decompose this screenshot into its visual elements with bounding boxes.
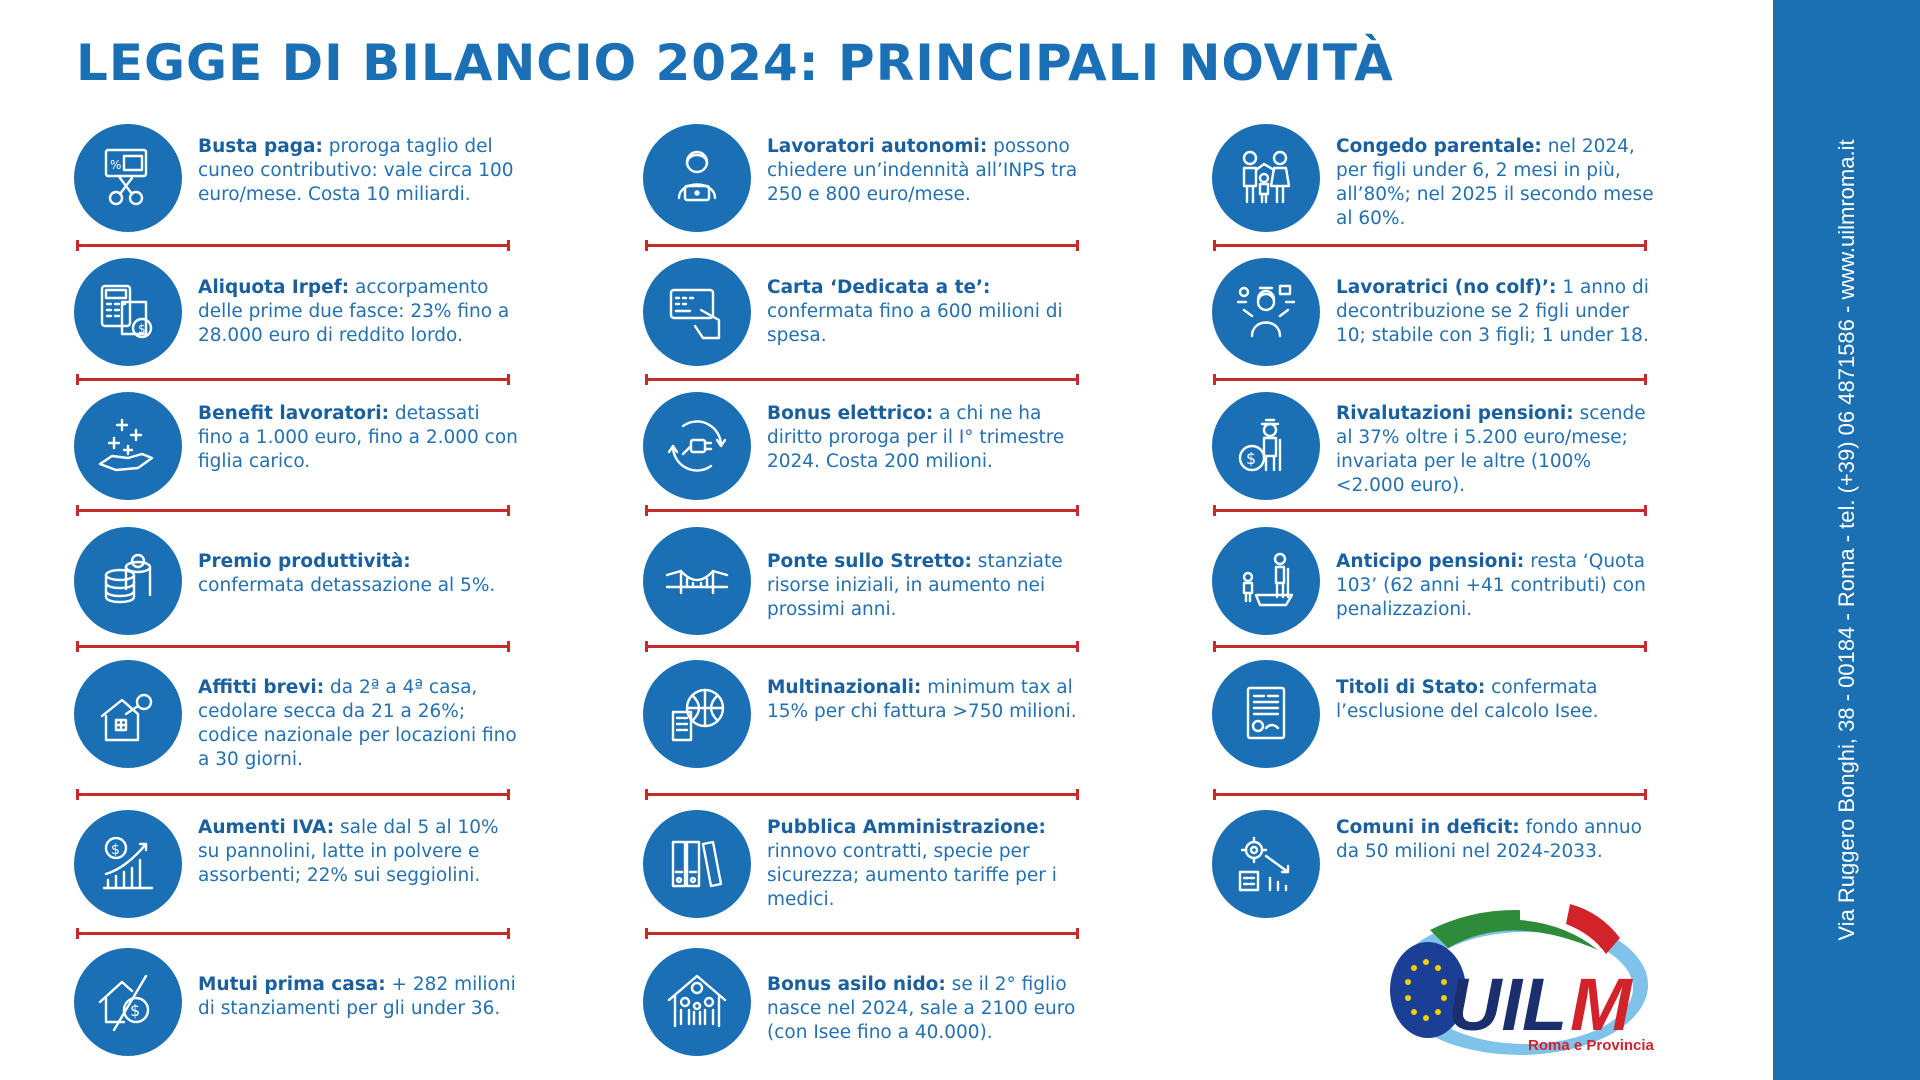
card-hand-icon (643, 258, 751, 366)
divider (1213, 378, 1647, 381)
divider (645, 244, 1079, 247)
svg-text:$: $ (111, 842, 120, 858)
family-house-icon (643, 948, 751, 1056)
hand-plus-icon (74, 392, 182, 500)
city-deficit-icon (1212, 810, 1320, 918)
divider (76, 244, 510, 247)
divider (645, 645, 1079, 648)
logo-subtitle: Roma e Provincia (1528, 1037, 1654, 1054)
contact-sidebar (1773, 0, 1920, 1080)
divider (1213, 244, 1647, 247)
uilm-logo (1370, 890, 1660, 1070)
logo-wordmark-uil: UIL (1448, 963, 1568, 1046)
svg-text:$: $ (1246, 449, 1257, 468)
divider (645, 932, 1079, 935)
divider (1213, 793, 1647, 796)
coins-icon (74, 527, 182, 635)
multitask-woman-icon (1212, 258, 1320, 366)
family-icon (1212, 124, 1320, 232)
bridge-icon (643, 527, 751, 635)
divider (645, 793, 1079, 796)
logo-wordmark-m: M (1570, 963, 1632, 1046)
svg-text:%: % (110, 158, 122, 172)
retirement-icon (1212, 527, 1320, 635)
page-title: LEGGE DI BILANCIO 2024: PRINCIPALI NOVITÀ (76, 34, 1394, 92)
plug-icon (643, 392, 751, 500)
globe-building-icon (643, 660, 751, 768)
divider (76, 932, 510, 935)
worker-laptop-icon (643, 124, 751, 232)
svg-text:$: $ (130, 1001, 141, 1020)
divider (1213, 645, 1647, 648)
svg-text:$: $ (138, 322, 146, 336)
elderly-money-icon (1212, 392, 1320, 500)
divider (76, 645, 510, 648)
divider (645, 509, 1079, 512)
divider (1213, 509, 1647, 512)
house-key-icon (74, 660, 182, 768)
binders-icon (643, 810, 751, 918)
divider (76, 509, 510, 512)
house-dollar-icon (74, 948, 182, 1056)
divider (76, 793, 510, 796)
divider (76, 378, 510, 381)
divider (645, 378, 1079, 381)
payslip-scissors-icon (74, 124, 182, 232)
contact-text: Via Ruggero Bonghi, 38 - 00184 - Roma - tel. (+39) 06 4871586 - www.uilmroma.it (1833, 139, 1859, 941)
calculator-icon (74, 258, 182, 366)
document-icon (1212, 660, 1320, 768)
growth-chart-icon (74, 810, 182, 918)
